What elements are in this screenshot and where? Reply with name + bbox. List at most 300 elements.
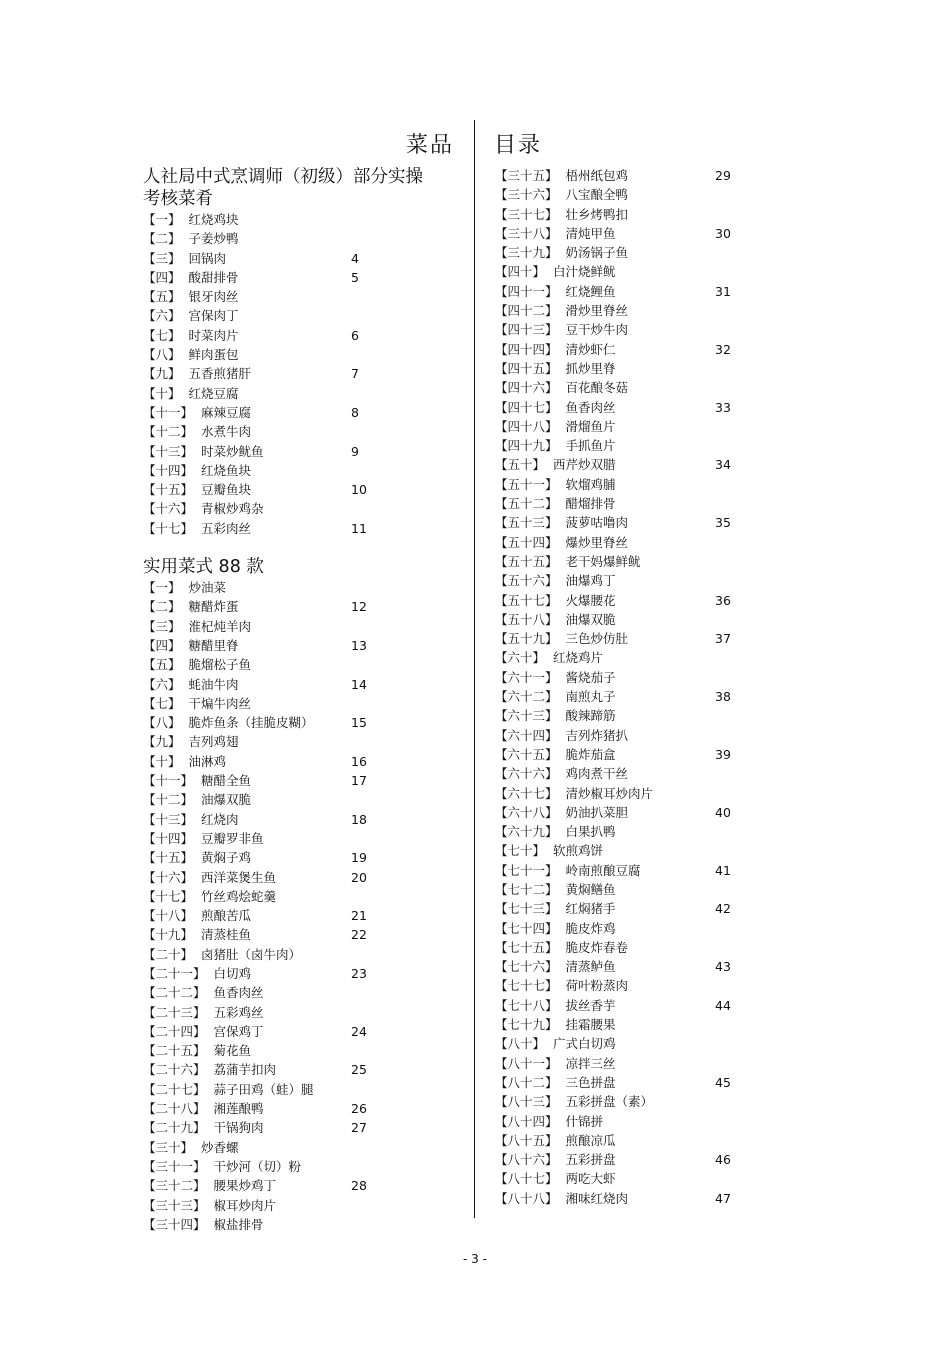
entry-number: 【三十一】 <box>143 1158 206 1174</box>
toc-entry <box>495 841 815 860</box>
entry-dish-name: 红烧肉 <box>201 811 239 827</box>
toc-entry <box>143 345 463 364</box>
toc-entry <box>495 822 815 841</box>
toc-entry <box>143 403 463 422</box>
entry-number: 【七十三】 <box>495 901 558 917</box>
toc-entry <box>143 461 463 480</box>
section2-title: 实用菜式 88 款 <box>143 557 264 578</box>
toc-right-column <box>495 166 815 1208</box>
toc-entry <box>495 1034 815 1053</box>
entry-dish-name: 鱼香肉丝 <box>565 399 616 415</box>
toc-entry <box>495 340 815 359</box>
entry-number: 【六十七】 <box>495 785 558 801</box>
toc-entry <box>495 803 815 822</box>
entry-number: 【八十一】 <box>495 1055 558 1071</box>
entry-dish-name: 竹丝鸡烩蛇羹 <box>201 888 277 904</box>
toc-entry <box>495 205 815 224</box>
entry-page-number: 8 <box>351 404 359 420</box>
entry-dish-name: 腰果炒鸡丁 <box>213 1178 277 1194</box>
entry-number: 【四】 <box>143 637 181 653</box>
entry-number: 【七十五】 <box>495 939 558 955</box>
entry-dish-name: 淮杞炖羊肉 <box>188 618 252 634</box>
entry-number: 【八】 <box>143 347 181 363</box>
toc-entry <box>495 1015 815 1034</box>
entry-dish-name: 蚝油牛肉 <box>188 676 239 692</box>
toc-entry <box>143 364 463 383</box>
toc-entry <box>495 976 815 995</box>
entry-number: 【六十五】 <box>495 746 558 762</box>
entry-number: 【五】 <box>143 289 181 305</box>
entry-number: 【五十七】 <box>495 592 558 608</box>
entry-number: 【四十三】 <box>495 322 558 338</box>
entry-number: 【七十八】 <box>495 997 558 1013</box>
entry-number: 【六十六】 <box>495 766 558 782</box>
entry-number: 【十五】 <box>143 850 194 866</box>
entry-dish-name: 什锦拼 <box>565 1113 604 1129</box>
entry-number: 【十九】 <box>143 927 194 943</box>
entry-dish-name: 菊花鱼 <box>213 1043 252 1059</box>
entry-number: 【三十九】 <box>495 245 558 261</box>
toc-entry <box>495 880 815 899</box>
entry-dish-name: 清炖甲鱼 <box>565 225 616 241</box>
toc-entry <box>143 732 463 751</box>
entry-dish-name: 三色炒仿肚 <box>565 631 629 647</box>
entry-dish-name: 三色拼盘 <box>565 1074 616 1090</box>
entry-number: 【二】 <box>143 599 181 615</box>
entry-number: 【十三】 <box>143 443 194 459</box>
toc-entry <box>143 945 463 964</box>
entry-number: 【七十一】 <box>495 862 558 878</box>
entry-dish-name: 凉拌三丝 <box>565 1055 616 1071</box>
entry-dish-name: 回锅肉 <box>188 250 227 266</box>
entry-dish-name: 五彩拼盘 <box>565 1152 616 1168</box>
entry-number: 【二十二】 <box>143 985 206 1001</box>
entry-dish-name: 干炒河（切）粉 <box>213 1158 302 1174</box>
toc-entry <box>495 706 815 725</box>
entry-number: 【三十五】 <box>495 168 558 183</box>
toc-entry <box>495 610 815 629</box>
toc-entry <box>143 1080 463 1099</box>
entry-dish-name: 红焖猪手 <box>565 901 616 917</box>
toc-entry <box>495 938 815 957</box>
entry-page-number: 32 <box>715 341 731 357</box>
entry-page-number: 41 <box>715 862 731 878</box>
entry-page-number: 9 <box>351 443 359 459</box>
entry-dish-name: 椒耳炒肉片 <box>213 1197 277 1213</box>
entry-dish-name: 水煮牛肉 <box>201 424 252 440</box>
toc-entry <box>143 326 463 345</box>
toc-entry <box>495 784 815 803</box>
toc-entry <box>495 571 815 590</box>
toc-entry <box>143 422 463 441</box>
toc-entry <box>495 398 815 417</box>
column-divider <box>474 120 475 1218</box>
entry-page-number: 45 <box>715 1074 731 1090</box>
toc-entry <box>143 1118 463 1137</box>
entry-number: 【二十六】 <box>143 1062 206 1078</box>
entry-page-number: 39 <box>715 746 731 762</box>
entry-page-number: 33 <box>715 399 731 415</box>
toc-entry <box>143 1176 463 1195</box>
entry-page-number: 47 <box>715 1190 731 1206</box>
entry-number: 【三十六】 <box>495 187 558 203</box>
toc-entry <box>143 210 463 229</box>
entry-page-number: 25 <box>351 1062 367 1078</box>
entry-page-number: 21 <box>351 908 367 924</box>
entry-page-number: 38 <box>715 689 731 705</box>
entry-page-number: 37 <box>715 631 731 647</box>
entry-number: 【二十五】 <box>143 1043 206 1059</box>
entry-page-number: 14 <box>351 676 367 692</box>
entry-number: 【五十三】 <box>495 515 558 531</box>
entry-number: 【五十一】 <box>495 476 558 492</box>
entry-dish-name: 豆干炒牛肉 <box>565 322 629 338</box>
entry-dish-name: 红烧鸡块 <box>188 212 239 227</box>
toc-entry <box>143 925 463 944</box>
entry-dish-name: 卤猪肚（卤牛肉） <box>201 946 302 962</box>
entry-dish-name: 子姜炒鸭 <box>188 231 239 247</box>
toc-entry <box>495 436 815 455</box>
entry-page-number: 27 <box>351 1120 367 1136</box>
entry-dish-name: 脆皮炸鸡 <box>565 920 616 936</box>
entry-number: 【十四】 <box>143 830 194 846</box>
entry-page-number: 34 <box>715 457 731 473</box>
entry-dish-name: 时菜肉片 <box>188 327 239 343</box>
entry-page-number: 42 <box>715 901 731 917</box>
entry-number: 【六十三】 <box>495 708 558 724</box>
entry-number: 【六十】 <box>495 650 546 666</box>
entry-number: 【七】 <box>143 695 181 711</box>
section2-list <box>143 578 463 1234</box>
entry-dish-name: 煎酿凉瓜 <box>565 1132 616 1148</box>
entry-dish-name: 西洋菜煲生鱼 <box>201 869 277 885</box>
entry-dish-name: 红烧鸡片 <box>553 650 604 666</box>
toc-entry <box>143 1003 463 1022</box>
entry-number: 【九】 <box>143 734 181 750</box>
entry-number: 【七十】 <box>495 843 546 859</box>
toc-entry <box>143 306 463 325</box>
entry-dish-name: 五彩肉丝 <box>201 520 252 536</box>
entry-dish-name: 宫保鸡丁 <box>213 1023 264 1039</box>
toc-entry <box>143 287 463 306</box>
entry-number: 【三十八】 <box>495 225 558 241</box>
entry-number: 【二十】 <box>143 946 194 962</box>
entry-number: 【七十四】 <box>495 920 558 936</box>
entry-dish-name: 湘莲酿鸭 <box>213 1101 264 1117</box>
entry-dish-name: 红烧鱼块 <box>201 462 252 478</box>
toc-entry <box>143 1157 463 1176</box>
entry-dish-name: 荔蒲芋扣肉 <box>213 1062 277 1078</box>
entry-page-number: 40 <box>715 804 731 820</box>
toc-entry <box>143 1215 463 1234</box>
section1-list <box>143 210 463 538</box>
entry-dish-name: 奶汤锅子鱼 <box>565 245 629 261</box>
entry-number: 【十】 <box>143 753 181 769</box>
toc-entry <box>495 301 815 320</box>
toc-entry <box>143 771 463 790</box>
entry-number: 【八】 <box>143 715 181 731</box>
entry-number: 【八十二】 <box>495 1074 558 1090</box>
entry-number: 【五】 <box>143 657 181 673</box>
toc-entry <box>495 282 815 301</box>
entry-number: 【十二】 <box>143 424 194 440</box>
entry-number: 【八十六】 <box>495 1152 558 1168</box>
entry-dish-name: 老干妈爆鲜鱿 <box>565 553 641 569</box>
entry-page-number: 28 <box>351 1178 367 1194</box>
toc-entry <box>143 480 463 499</box>
entry-number: 【五十五】 <box>495 553 558 569</box>
entry-dish-name: 鲜肉蛋包 <box>188 347 239 363</box>
toc-entry <box>495 1092 815 1111</box>
entry-number: 【二十三】 <box>143 1004 206 1020</box>
toc-entry <box>495 1150 815 1169</box>
entry-number: 【七】 <box>143 327 181 343</box>
toc-entry <box>143 617 463 636</box>
toc-entry <box>143 790 463 809</box>
entry-number: 【七十六】 <box>495 959 558 975</box>
entry-page-number: 46 <box>715 1152 731 1168</box>
entry-number: 【四十一】 <box>495 283 558 299</box>
entry-number: 【二十八】 <box>143 1101 206 1117</box>
toc-entry <box>143 499 463 518</box>
entry-page-number: 43 <box>715 959 731 975</box>
entry-dish-name: 清蒸桂鱼 <box>201 927 252 943</box>
entry-dish-name: 两吃大虾 <box>565 1171 616 1187</box>
entry-number: 【十五】 <box>143 482 194 498</box>
entry-dish-name: 滑炒里脊丝 <box>565 303 629 319</box>
entry-number: 【五十八】 <box>495 611 558 627</box>
section1-title-line2: 考核菜肴 <box>143 189 213 209</box>
entry-number: 【六十八】 <box>495 804 558 820</box>
toc-entry <box>495 533 815 552</box>
entry-dish-name: 白切鸡 <box>213 965 252 981</box>
toc-entry <box>495 1131 815 1150</box>
entry-number: 【三十四】 <box>143 1216 206 1232</box>
entry-number: 【十三】 <box>143 811 194 827</box>
entry-number: 【三十三】 <box>143 1197 206 1213</box>
entry-page-number: 35 <box>715 515 731 531</box>
toc-entry <box>495 957 815 976</box>
entry-dish-name: 煎酿苦瓜 <box>201 908 252 924</box>
entry-dish-name: 脆炸鱼条（挂脆皮糊） <box>188 715 314 731</box>
entry-number: 【十七】 <box>143 888 194 904</box>
toc-entry <box>143 752 463 771</box>
entry-dish-name: 油爆鸡丁 <box>565 573 616 589</box>
entry-page-number: 36 <box>715 592 731 608</box>
entry-number: 【二十一】 <box>143 965 206 981</box>
entry-dish-name: 青椒炒鸡杂 <box>201 501 264 517</box>
toc-entry <box>495 996 815 1015</box>
entry-dish-name: 宫保肉丁 <box>188 308 239 324</box>
toc-entry <box>495 378 815 397</box>
entry-dish-name: 干锅狗肉 <box>213 1120 264 1136</box>
entry-dish-name: 滑熘鱼片 <box>565 418 616 434</box>
entry-page-number: 24 <box>351 1023 367 1039</box>
entry-dish-name: 吉列鸡翅 <box>188 734 239 750</box>
entry-page-number: 30 <box>715 225 731 241</box>
entry-dish-name: 油爆双脆 <box>565 611 616 627</box>
entry-number: 【六十九】 <box>495 824 558 840</box>
entry-dish-name: 菠萝咕噜肉 <box>565 515 629 531</box>
toc-entry <box>143 906 463 925</box>
toc-entry <box>495 320 815 339</box>
entry-dish-name: 蒜子田鸡（蛙）腿 <box>213 1081 314 1097</box>
entry-dish-name: 南煎丸子 <box>565 689 616 705</box>
entry-dish-name: 糖醋里脊 <box>188 637 239 653</box>
toc-title-right: 目录 <box>494 133 543 158</box>
entry-dish-name: 手抓鱼片 <box>565 438 616 454</box>
toc-entry <box>143 829 463 848</box>
entry-page-number: 15 <box>351 715 367 731</box>
toc-entry <box>143 810 463 829</box>
entry-number: 【五十六】 <box>495 573 558 589</box>
entry-dish-name: 火爆腰花 <box>565 592 616 608</box>
entry-number: 【四】 <box>143 269 181 285</box>
entry-number: 【十六】 <box>143 501 194 517</box>
entry-dish-name: 清炒椒耳炒肉片 <box>565 785 654 801</box>
toc-entry <box>495 1073 815 1092</box>
entry-dish-name: 挂霜腰果 <box>565 1017 616 1033</box>
entry-dish-name: 湘味红烧肉 <box>565 1190 629 1206</box>
entry-number: 【四十六】 <box>495 380 558 396</box>
entry-dish-name: 梧州纸包鸡 <box>565 168 629 183</box>
entry-dish-name: 吉列炸猪扒 <box>565 727 629 743</box>
toc-entry <box>495 494 815 513</box>
entry-dish-name: 麻辣豆腐 <box>201 404 252 420</box>
toc-entry <box>143 1196 463 1215</box>
toc-entry <box>495 475 815 494</box>
entry-number: 【三十】 <box>143 1139 194 1155</box>
toc-entry <box>143 229 463 248</box>
entry-dish-name: 豆瓣罗非鱼 <box>201 830 264 846</box>
entry-dish-name: 红烧豆腐 <box>188 385 239 401</box>
toc-entry <box>143 636 463 655</box>
entry-page-number: 13 <box>351 637 367 653</box>
toc-entry <box>495 687 815 706</box>
entry-dish-name: 爆炒里脊丝 <box>565 534 629 550</box>
section3-list <box>495 166 815 1208</box>
entry-number: 【五十二】 <box>495 496 558 512</box>
entry-number: 【六十四】 <box>495 727 558 743</box>
toc-entry <box>495 417 815 436</box>
entry-number: 【七十七】 <box>495 978 558 994</box>
toc-entry <box>143 268 463 287</box>
entry-page-number: 10 <box>351 482 367 498</box>
toc-entry <box>143 1060 463 1079</box>
entry-dish-name: 油爆双脆 <box>201 792 252 808</box>
entry-page-number: 29 <box>715 168 731 183</box>
toc-entry <box>495 166 815 185</box>
entry-dish-name: 软煎鸡饼 <box>553 843 604 859</box>
entry-page-number: 26 <box>351 1101 367 1117</box>
entry-page-number: 11 <box>351 520 367 536</box>
toc-entry <box>495 224 815 243</box>
entry-number: 【二十七】 <box>143 1081 206 1097</box>
page-number: - 3 - <box>463 1252 487 1266</box>
toc-entry <box>143 519 463 538</box>
toc-entry <box>495 764 815 783</box>
entry-number: 【三十二】 <box>143 1178 206 1194</box>
entry-dish-name: 荷叶粉蒸肉 <box>565 978 629 994</box>
entry-number: 【六十二】 <box>495 689 558 705</box>
entry-dish-name: 炒香螺 <box>201 1139 239 1155</box>
entry-dish-name: 五彩鸡丝 <box>213 1004 264 1020</box>
toc-entry <box>143 983 463 1002</box>
entry-number: 【八十三】 <box>495 1094 558 1110</box>
toc-entry <box>495 591 815 610</box>
toc-entry <box>143 384 463 403</box>
entry-page-number: 23 <box>351 965 367 981</box>
entry-number: 【十】 <box>143 385 181 401</box>
entry-number: 【二十九】 <box>143 1120 206 1136</box>
toc-entry <box>143 249 463 268</box>
entry-number: 【十一】 <box>143 404 194 420</box>
entry-number: 【二十四】 <box>143 1023 206 1039</box>
entry-number: 【四十七】 <box>495 399 558 415</box>
toc-entry <box>143 1138 463 1157</box>
entry-number: 【四十四】 <box>495 341 558 357</box>
entry-number: 【一】 <box>143 580 181 596</box>
entry-number: 【六】 <box>143 308 181 324</box>
entry-dish-name: 糖醋炸蛋 <box>188 599 239 615</box>
entry-number: 【四十九】 <box>495 438 558 454</box>
entry-page-number: 16 <box>351 753 367 769</box>
entry-page-number: 6 <box>351 327 359 343</box>
toc-entry <box>495 455 815 474</box>
entry-number: 【三】 <box>143 618 181 634</box>
entry-number: 【十二】 <box>143 792 194 808</box>
entry-page-number: 4 <box>351 250 359 266</box>
toc-entry <box>143 713 463 732</box>
toc-entry <box>143 1041 463 1060</box>
entry-dish-name: 酱烧茄子 <box>565 669 616 685</box>
entry-dish-name: 酸甜排骨 <box>188 269 239 285</box>
entry-dish-name: 干煸牛肉丝 <box>188 695 252 711</box>
entry-number: 【八十】 <box>495 1036 546 1052</box>
entry-dish-name: 鱼香肉丝 <box>213 985 264 1001</box>
entry-number: 【四十】 <box>495 264 546 280</box>
entry-dish-name: 酸辣蹄筋 <box>565 708 616 724</box>
entry-number: 【六十一】 <box>495 669 558 685</box>
entry-number: 【七十二】 <box>495 881 558 897</box>
toc-entry <box>495 513 815 532</box>
entry-number: 【五十九】 <box>495 631 558 647</box>
entry-page-number: 17 <box>351 773 367 789</box>
entry-dish-name: 银牙肉丝 <box>188 289 239 305</box>
entry-number: 【四十八】 <box>495 418 558 434</box>
entry-number: 【七十九】 <box>495 1017 558 1033</box>
toc-entry <box>143 694 463 713</box>
entry-dish-name: 八宝酿全鸭 <box>565 187 629 203</box>
entry-dish-name: 奶油扒菜胆 <box>565 804 629 820</box>
toc-entry <box>143 887 463 906</box>
entry-number: 【一】 <box>143 212 181 227</box>
toc-entry <box>495 1112 815 1131</box>
entry-dish-name: 百花酿冬菇 <box>565 380 629 396</box>
entry-dish-name: 白果扒鸭 <box>565 824 616 840</box>
toc-entry <box>143 964 463 983</box>
entry-number: 【五十四】 <box>495 534 558 550</box>
entry-number: 【五十】 <box>495 457 546 473</box>
entry-dish-name: 五香煎猪肝 <box>188 366 252 382</box>
toc-entry <box>495 668 815 687</box>
entry-page-number: 18 <box>351 811 367 827</box>
toc-entry <box>495 726 815 745</box>
entry-number: 【十四】 <box>143 462 194 478</box>
entry-dish-name: 脆熘松子鱼 <box>188 657 252 673</box>
entry-dish-name: 炒油菜 <box>188 580 227 596</box>
toc-entry <box>143 597 463 616</box>
